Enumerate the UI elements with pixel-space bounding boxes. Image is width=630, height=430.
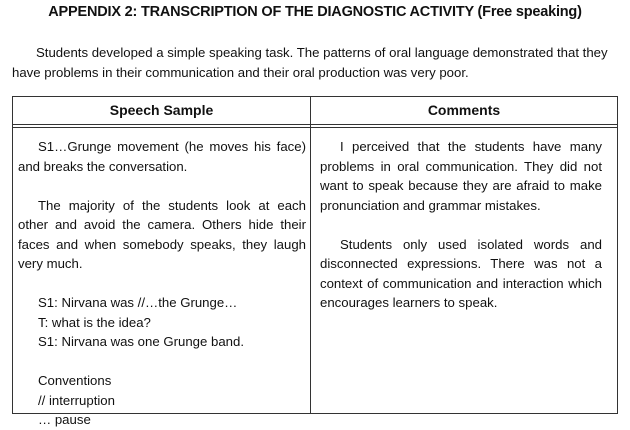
- comment-paragraph-1: I perceived that the students have many problems in oral communication. They did not want to speak because they are afraid to make pronunciation and grammar mistakes.: [320, 139, 602, 213]
- dialogue-line: S1: Nirvana was one Grunge band.: [38, 334, 244, 349]
- dialogue-line: S1: Nirvana was //…the Grunge…: [38, 295, 238, 310]
- header-divider: [13, 127, 617, 128]
- speech-sample-cell: [18, 137, 306, 430]
- intro-paragraph: Students developed a simple speaking task. The patterns of oral language demonstrated that they have problems in their communication and their oral production was very poor.: [12, 45, 608, 80]
- convention-item: // interruption: [38, 392, 115, 408]
- column-divider: [310, 97, 311, 413]
- dialogue-line: T: what is the idea?: [38, 314, 151, 330]
- convention-item: … pause: [38, 412, 91, 427]
- conventions-heading: Conventions: [38, 373, 112, 388]
- header-speech-sample: Speech Sample: [109, 102, 214, 118]
- comment-paragraph-2: Students only used isolated words and disconnected expressions. There was not a context of communication and interaction which encourages learners to speak.: [320, 236, 602, 310]
- header-comments: Comments: [427, 102, 501, 118]
- table-header-row: [13, 97, 617, 125]
- comments-cell: [320, 137, 602, 313]
- speech-paragraph-1: S1…Grunge movement (he moves his face) and breaks the conversation.: [18, 139, 306, 174]
- speech-paragraph-2: The majority of the students look at each other and avoid the camera. Others hide their faces and when somebody speaks, they laugh very much.: [18, 197, 306, 271]
- appendix-title: APPENDIX 2: TRANSCRIPTION OF THE DIAGNOSTIC ACTIVITY (Free speaking): [48, 4, 582, 20]
- transcription-table: [12, 96, 618, 427]
